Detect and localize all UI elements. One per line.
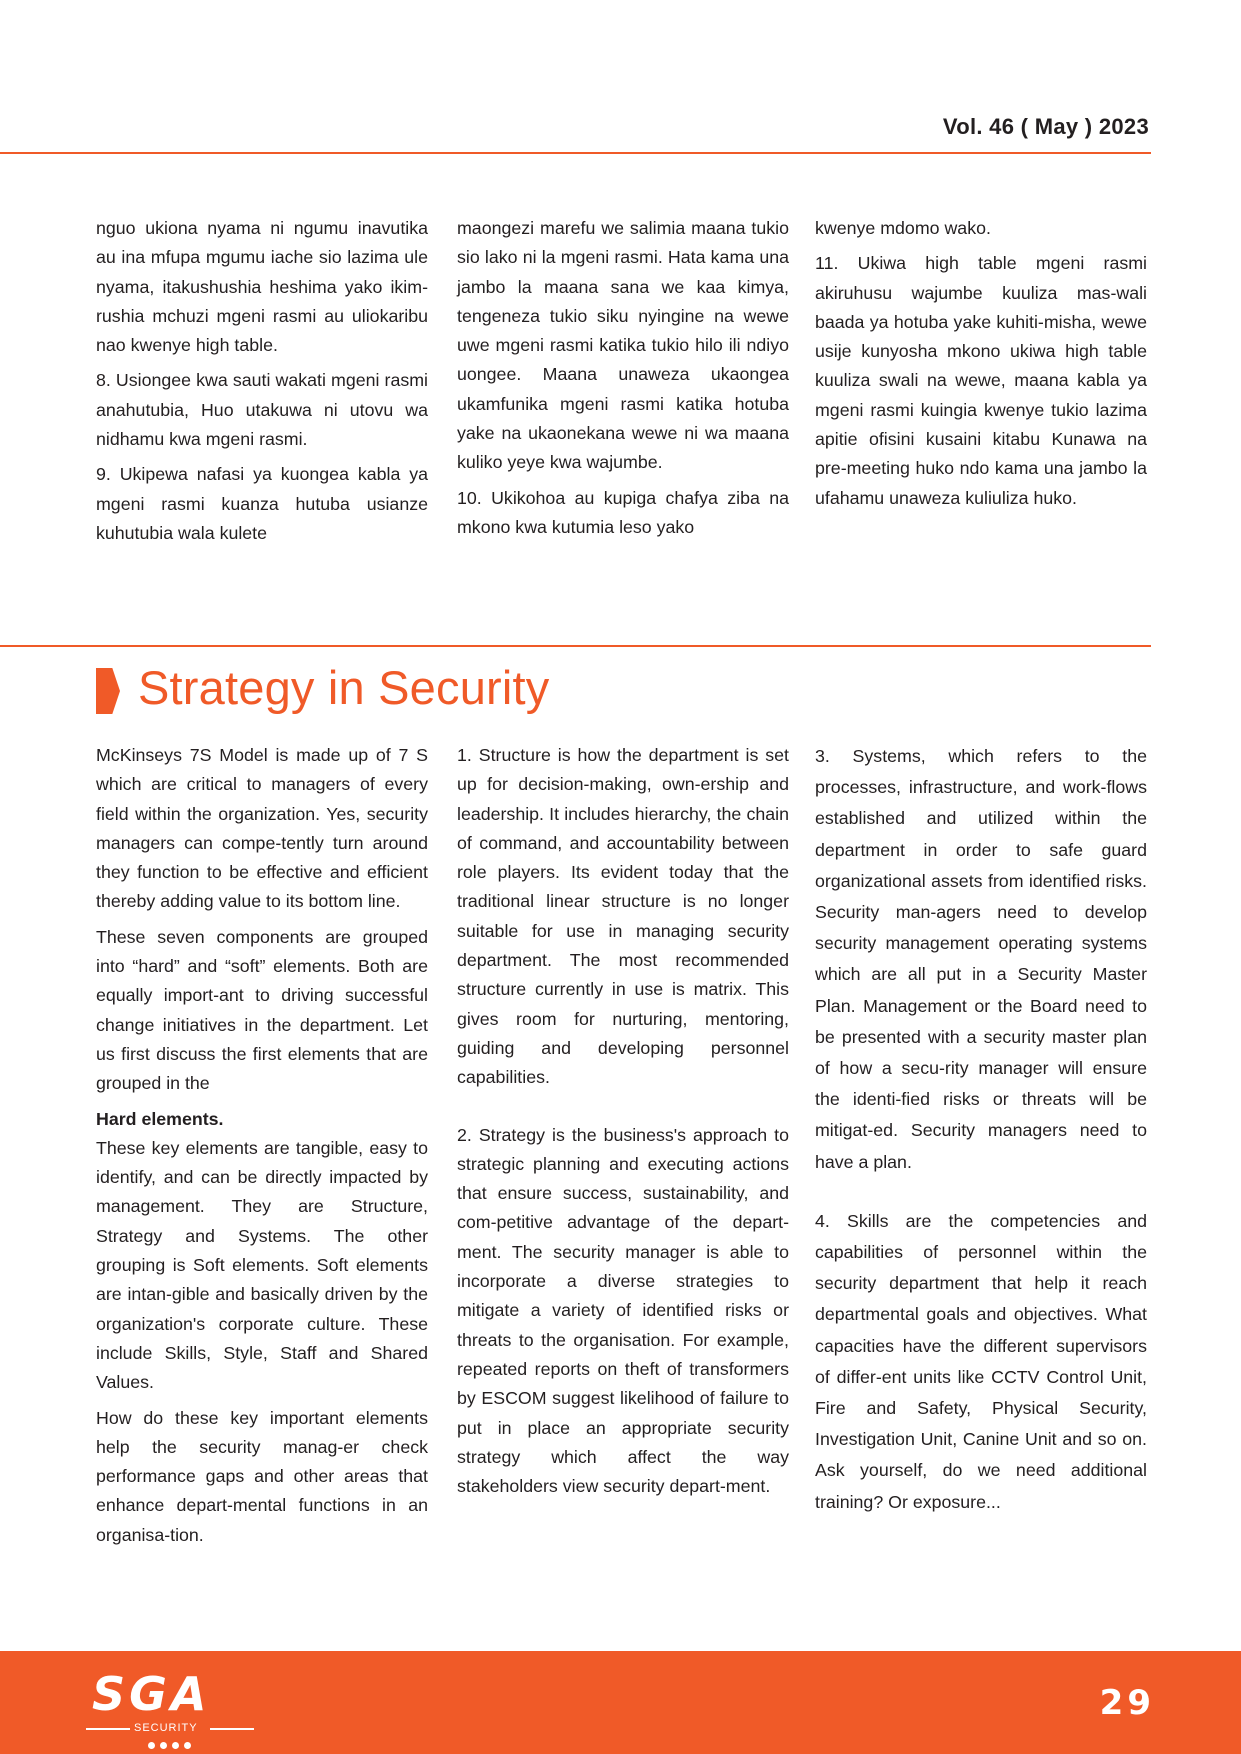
paragraph: maongezi marefu we salimia maana tukio sio lako ni la mgeni rasmi. Hata kama una jambo la maana sana we kaa kimya, tengeneza tukio siku nyingine na wewe uwe mgeni rasmi katika tukio hilo ili ndiyo uongee. Maana unaweza ukaongea ukamfunika mgeni rasmi katika hotuba yake na ukaonekana wewe ni wa maana kuliko yeye kwa wajumbe.: [457, 218, 789, 473]
paragraph: 9. Ukipewa nafasi ya kuongea kabla ya mgeni rasmi kuanza hutuba usianze kuhutubia wala kulete: [96, 464, 428, 543]
top-column-1: [96, 214, 428, 554]
paragraph: 4. Skills are the competencies and capabilities of personnel within the security department that help it reach departmental goals and objectives. What capacities have the different supervisors of differ-ent units like CCTV Control Unit, Fire and Safety, Physical Security, Investigation Unit, Canine Unit and so on. Ask yourself, do we need additional training? Or exposure...: [815, 1210, 1147, 1512]
paragraph: These key elements are tangible, easy to identify, and can be directly impacted by management. They are Structure, Strategy and Systems. The other grouping is Soft elements. Soft elements are intan-gible and basically driven by the organization's corporate culture. These include Skills, Style, Staff and Shared Values.: [96, 1137, 428, 1393]
sga-security-logo: [86, 1667, 256, 1743]
paragraph: 10. Ukikohoa au kupiga chafya ziba na mkono kwa kutumia leso yako: [457, 487, 789, 537]
logo-subtitle: SECURITY: [134, 1722, 198, 1734]
section-column-3: [815, 741, 1147, 1524]
paragraph: 1. Structure is how the department is set up for decision-making, own-ership and leadership. It includes hierarchy, the chain of command, and accountability between role players. Its evident today that the traditional linear structure is no longer suitable for use in managing security department. The most recommended structure currently in use is matrix. This gives room for nurturing, mentoring, guiding and developing personnel capabilities.: [457, 745, 789, 1088]
subheading-hard-elements: Hard elements.: [96, 1108, 224, 1129]
section-column-2: [457, 741, 789, 1507]
logo-dots-icon: [148, 1736, 196, 1754]
section-title: Strategy in Security: [138, 661, 550, 714]
paragraph: kwenye mdomo wako.: [815, 218, 991, 238]
section-column-1: [96, 741, 428, 1556]
paragraph: 11. Ukiwa high table mgeni rasmi akiruhusu wajumbe kuuliza mas-wali baada ya hotuba yake kuhiti-misha, wewe usije kunyosha mkono ukiwa high table kuuliza swali na wewe, maana kabla ya mgeni rasmi kuingia kwenye tukio lazima apitie ofisini kusaini kitabu Kunawa na pre-meeting huko ndo kama una jambo la ufahamu unaweza kuliuliza huko.: [815, 253, 1147, 508]
paragraph: 8. Usiongee kwa sauti wakati mgeni rasmi anahutubia, Huo utakuwa ni utovu wa nidhamu kwa mgeni rasmi.: [96, 370, 428, 450]
chevron-marker-icon: [96, 668, 120, 714]
issue-volume: Vol. 46 ( May ) 2023: [942, 114, 1149, 139]
section-divider: [0, 645, 1151, 647]
top-column-2: [457, 214, 789, 548]
paragraph: 2. Strategy is the business's approach to strategic planning and executing actions that ensure success, sustainability, and com-petitive advantage of the depart-ment. The security manager is able to incorporate a diverse strategies to mitigate a variety of identified risks or threats to the organisation. For example, repeated reports on theft of transformers by ESCOM suggest likelihood of failure to put in place an appropriate security strategy which affect the way stakeholders view security depart-ment.: [457, 1124, 789, 1497]
logo-line: [86, 1728, 130, 1730]
paragraph: nguo ukiona nyama ni ngumu inavutika au ina mfupa mgumu iache sio lazima ule nyama, itakushushia heshima yako ikim-rushia mchuzi mgeni rasmi au uliokaribu nao kwenye high table.: [96, 218, 428, 356]
logo-line: [210, 1728, 254, 1730]
top-column-3: [815, 214, 1147, 519]
header-divider: [0, 152, 1151, 154]
logo-wordmark: SGA: [92, 1667, 211, 1721]
paragraph: 3. Systems, which refers to the processes, infrastructure, and work-flows established and utilized within the department in order to safe guard organizational assets from identified risks. Security man-agers need to develop security management operating systems which are all put in a Security Master Plan. Management or the Board need to be presented with a security master plan of how a secu-rity manager will ensure the identi-fied risks or threats will be mitigat-ed. Security managers need to have a plan.: [815, 746, 1147, 1172]
paragraph: How do these key important elements help the security manag-er check performance gaps and other areas that enhance depart-mental functions in an organisa-tion.: [96, 1407, 428, 1545]
paragraph: These seven components are grouped into “hard” and “soft” elements. Both are equally import-ant to driving successful change initiatives in the department. Let us first discuss the first elements that are grouped in the: [96, 926, 428, 1094]
paragraph: McKinseys 7S Model is made up of 7 S which are critical to managers of every field within the organization. Yes, security managers can compe-tently turn around they function to be effective and efficient thereby adding value to its bottom line.: [96, 745, 428, 912]
footer-bar: [0, 1651, 1241, 1754]
page-number: 29: [1099, 1683, 1155, 1723]
